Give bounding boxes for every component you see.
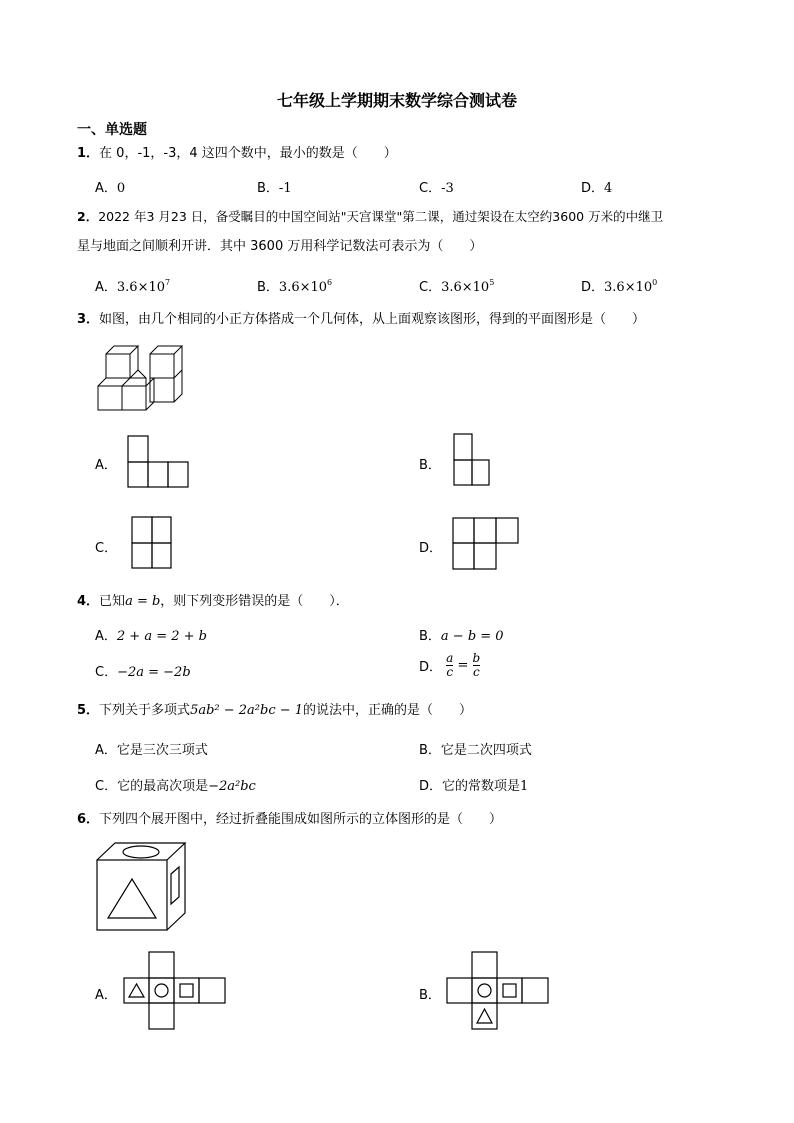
q6-option-b[interactable]: B． bbox=[419, 988, 441, 1003]
question-text: 如图，由几个相同的小正方体搭成一个几何体，从上面观察该图形，得到的平面图形是（ ） bbox=[99, 312, 646, 327]
option-text: 它是二次四项式 bbox=[440, 743, 532, 758]
option-label: D． bbox=[419, 660, 443, 675]
option-label: A． bbox=[95, 280, 117, 295]
q3-cube-figure bbox=[98, 345, 184, 411]
option-label: C． bbox=[419, 181, 442, 196]
option-text: −2a = −2b bbox=[117, 665, 191, 680]
equals-sign: = bbox=[457, 658, 469, 673]
option-exponent: 7 bbox=[165, 278, 171, 287]
q1-option-d[interactable] bbox=[581, 177, 612, 196]
question-1 bbox=[77, 145, 397, 163]
q4-option-d[interactable] bbox=[419, 652, 480, 679]
option-label: C． bbox=[95, 665, 118, 680]
question-number: 6． bbox=[77, 812, 100, 827]
option-text: 0 bbox=[116, 181, 126, 196]
question-text-line1: 2022 年3 月23 日，备受瞩目的中国空间站"天宫课堂"第二课，通过架设在太空约3600 万米的中继卫 bbox=[98, 209, 664, 224]
circle-face bbox=[123, 846, 159, 858]
option-text: 4 bbox=[604, 181, 613, 196]
question-4 bbox=[77, 593, 349, 611]
q6-option-a[interactable]: A． bbox=[95, 988, 117, 1003]
question-text: 在 0，-1，-3，4 这四个数中，最小的数是（ ） bbox=[99, 146, 397, 161]
q6-option-b-figure[interactable] bbox=[446, 951, 550, 1031]
fraction-a-over-c bbox=[446, 652, 453, 679]
cube-stack-left bbox=[98, 346, 154, 410]
option-base: 3.6×10 bbox=[278, 280, 328, 295]
q4-option-b[interactable] bbox=[419, 625, 504, 644]
option-text: 2 + a = 2 + b bbox=[116, 629, 207, 644]
option-label: D． bbox=[581, 181, 605, 196]
polynomial: 5ab² − 2a²bc − 1 bbox=[190, 703, 304, 718]
option-exponent: 0 bbox=[652, 278, 658, 287]
question-number: 2． bbox=[77, 209, 99, 224]
question-text-pre: 已知 bbox=[99, 594, 126, 609]
option-label: D． bbox=[419, 779, 443, 794]
numerator: b bbox=[472, 651, 481, 665]
q2-option-a[interactable] bbox=[95, 276, 170, 295]
q3-option-b-figure[interactable] bbox=[453, 433, 491, 487]
q3-option-c-figure[interactable] bbox=[131, 516, 173, 570]
question-text-post: ，则下列变形错误的是（ ）． bbox=[160, 594, 349, 609]
question-2-line2: 星与地面之间顺利开讲．其中 3600 万用科学记数法可表示为（ ） bbox=[77, 239, 483, 254]
option-exponent: 5 bbox=[489, 278, 495, 287]
option-label: B． bbox=[419, 743, 441, 758]
option-label: C． bbox=[419, 280, 442, 295]
q5-option-d[interactable] bbox=[419, 775, 528, 794]
q5-option-a[interactable] bbox=[95, 739, 208, 758]
fraction-b-over-c bbox=[473, 652, 481, 679]
q2-option-d[interactable] bbox=[581, 276, 657, 295]
option-label: A． bbox=[95, 181, 117, 196]
option-label: B． bbox=[419, 629, 441, 644]
option-math: −2a²bc bbox=[208, 779, 256, 794]
q3-option-c[interactable]: C． bbox=[95, 541, 118, 556]
option-label: B． bbox=[257, 181, 279, 196]
question-math: a = b bbox=[125, 594, 161, 609]
q5-option-b[interactable] bbox=[419, 739, 532, 758]
question-number: 4． bbox=[77, 594, 100, 609]
question-number: 3． bbox=[77, 312, 100, 327]
numerator: a bbox=[446, 651, 454, 665]
q2-option-c[interactable] bbox=[419, 276, 494, 295]
question-3 bbox=[77, 311, 645, 329]
option-base: 3.6×10 bbox=[604, 280, 653, 295]
section-heading: 一、单选题 bbox=[77, 122, 147, 138]
q1-option-a[interactable] bbox=[95, 177, 125, 196]
option-label: C． bbox=[95, 779, 118, 794]
q6-cube-figure bbox=[96, 842, 188, 932]
q3-option-a-figure[interactable] bbox=[127, 435, 189, 489]
question-5 bbox=[77, 702, 472, 720]
option-label: A． bbox=[95, 629, 117, 644]
option-text: 它是三次三项式 bbox=[116, 743, 208, 758]
question-text-pre: 下列关于多项式 bbox=[99, 703, 191, 718]
denominator: c bbox=[472, 665, 480, 679]
q1-option-c[interactable] bbox=[419, 177, 454, 196]
q3-option-d-figure[interactable] bbox=[452, 517, 520, 571]
option-exponent: 6 bbox=[327, 278, 333, 287]
option-text: a − b = 0 bbox=[440, 629, 504, 644]
q3-option-a[interactable]: A． bbox=[95, 458, 117, 473]
cube-stack-right bbox=[150, 346, 182, 402]
q2-option-b[interactable] bbox=[257, 276, 332, 295]
question-number: 5． bbox=[77, 703, 100, 718]
option-text: -3 bbox=[441, 181, 454, 196]
rectangle-face bbox=[171, 867, 179, 904]
question-6 bbox=[77, 811, 502, 829]
option-text: -1 bbox=[278, 181, 292, 196]
q6-option-a-figure[interactable] bbox=[123, 951, 227, 1031]
option-base: 3.6×10 bbox=[441, 280, 490, 295]
q4-option-a[interactable] bbox=[95, 625, 207, 644]
q1-option-b[interactable] bbox=[257, 177, 292, 196]
q4-option-c[interactable] bbox=[95, 661, 191, 680]
page-title: 七年级上学期期末数学综合测试卷 bbox=[276, 91, 517, 110]
question-number: 1． bbox=[77, 146, 100, 161]
denominator: c bbox=[446, 665, 454, 679]
option-text: 它的最高次项是 bbox=[117, 779, 209, 794]
question-2 bbox=[77, 208, 663, 226]
q3-option-d[interactable]: D． bbox=[419, 541, 443, 556]
option-label: B． bbox=[257, 280, 279, 295]
triangle-face bbox=[108, 879, 156, 918]
option-label: A． bbox=[95, 743, 117, 758]
q3-option-b[interactable]: B． bbox=[419, 458, 441, 473]
option-math: 1 bbox=[520, 779, 529, 794]
q5-option-c[interactable] bbox=[95, 775, 256, 794]
question-text: 下列四个展开图中，经过折叠能围成如图所示的立体图形的是（ ） bbox=[99, 812, 503, 827]
option-base: 3.6×10 bbox=[116, 280, 166, 295]
question-text-post: 的说法中，正确的是（ ） bbox=[303, 703, 473, 718]
option-label: D． bbox=[581, 280, 605, 295]
option-text: 它的常数项是 bbox=[442, 779, 521, 794]
